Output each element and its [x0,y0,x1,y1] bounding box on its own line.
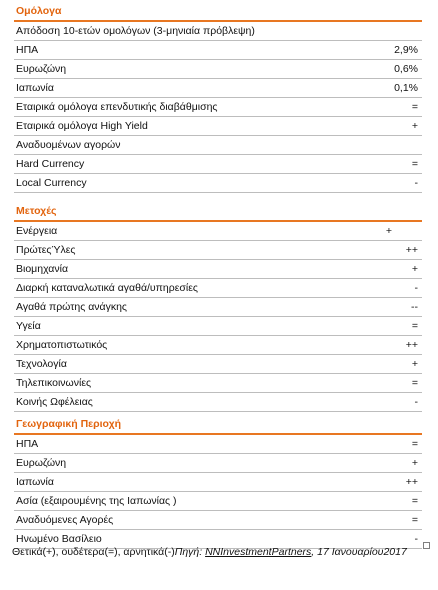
row-value: - [414,177,418,189]
row-value: ++ [405,339,418,351]
row-label: ΗΠΑ [16,438,39,450]
table-row [14,117,422,136]
row-value: ++ [405,476,418,488]
row-value: = [411,320,418,332]
row-value: = [411,438,418,450]
source-date: , 17 Ιανουαρίου2017 [311,546,407,558]
row-label: Τεχνολογία [16,358,67,370]
row-value: = [411,158,418,170]
row-value: -- [411,301,418,313]
table-row [14,241,422,260]
row-value: + [385,225,392,237]
equities-section-title: Μετοχές [14,202,422,222]
row-label: Ευρωζώνη [16,63,67,75]
row-label: Χρηματοπιστωτικός [16,339,108,351]
row-label: Διαρκή καταναλωτικά αγαθά/υπηρεσίες [16,282,198,294]
row-label: Αναδυόμενες Αγορές [16,514,114,526]
row-label: Υγεία [16,320,41,332]
row-value: = [411,101,418,113]
table-row [14,317,422,336]
table-row [14,355,422,374]
regions-section-title: Γεωγραφική Περιοχή [14,415,422,435]
row-label: Ιαπωνία [16,82,54,94]
row-value: + [411,263,418,275]
row-value: = [411,495,418,507]
row-label: ΠρώτεςΎλες [16,244,76,256]
row-value: + [411,120,418,132]
row-value: 0,1% [394,82,418,94]
table-row [14,298,422,317]
row-label: Local Currency [16,177,87,189]
table-row [14,98,422,117]
row-label: Ιαπωνία [16,476,54,488]
row-value: - [414,396,418,408]
table-row [14,222,422,241]
row-value: = [411,514,418,526]
row-label: Βιομηχανία [16,263,69,275]
table-row [14,435,422,454]
row-label: Ευρωζώνη [16,457,67,469]
row-label: Ενέργεια [16,225,58,237]
bonds-section [14,2,422,193]
row-label: Τηλεπικοινωνίες [16,377,92,389]
table-row [14,336,422,355]
regions-section [14,415,422,549]
row-label: Κοινής Ωφέλειας [16,396,93,408]
row-label: Εταιρικά ομόλογα επενδυτικής διαβάθμισης [16,101,218,113]
row-label: Hard Currency [16,158,85,170]
table-row [14,454,422,473]
table-row [14,260,422,279]
table-row [14,60,422,79]
table-row [14,41,422,60]
row-label: Αναδυομένων αγορών [16,139,121,151]
row-value: = [411,377,418,389]
table-row [14,22,422,41]
table-row [14,79,422,98]
legend-text: Θετικά(+), ουδέτερα(=), αρνητικά(-) [12,546,175,558]
row-label: ΗΠΑ [16,44,39,56]
source-label: Πηγή: [174,546,206,558]
row-value: 2,9% [394,44,418,56]
table-row [14,511,422,530]
row-label: Αγαθά πρώτης ανάγκης [16,301,127,313]
equities-section [14,202,422,412]
source-name: NNInvestmentPartners [205,546,312,558]
row-value: ++ [405,244,418,256]
table-row [14,473,422,492]
row-value: - [414,533,418,545]
table-row [14,279,422,298]
row-label: Ασία (εξαιρουμένης της Ιαπωνίας ) [16,495,177,507]
row-label: Ηνωμένο Βασίλειο [16,533,102,545]
table-row [14,136,422,155]
table-row [14,393,422,412]
table-row [14,155,422,174]
row-value: + [411,358,418,370]
table-row [14,492,422,511]
row-value: + [411,457,418,469]
row-value: 0,6% [394,63,418,75]
row-label: Απόδοση 10-ετών ομολόγων (3-μηνιαία πρόβλεψη) [16,25,255,37]
table-row [14,374,422,393]
row-label: Εταιρικά ομόλογα High Yield [16,120,148,132]
footnote [12,545,426,560]
row-value: - [414,282,418,294]
bonds-section-title: Ομόλογα [14,2,422,22]
table-row [14,174,422,193]
